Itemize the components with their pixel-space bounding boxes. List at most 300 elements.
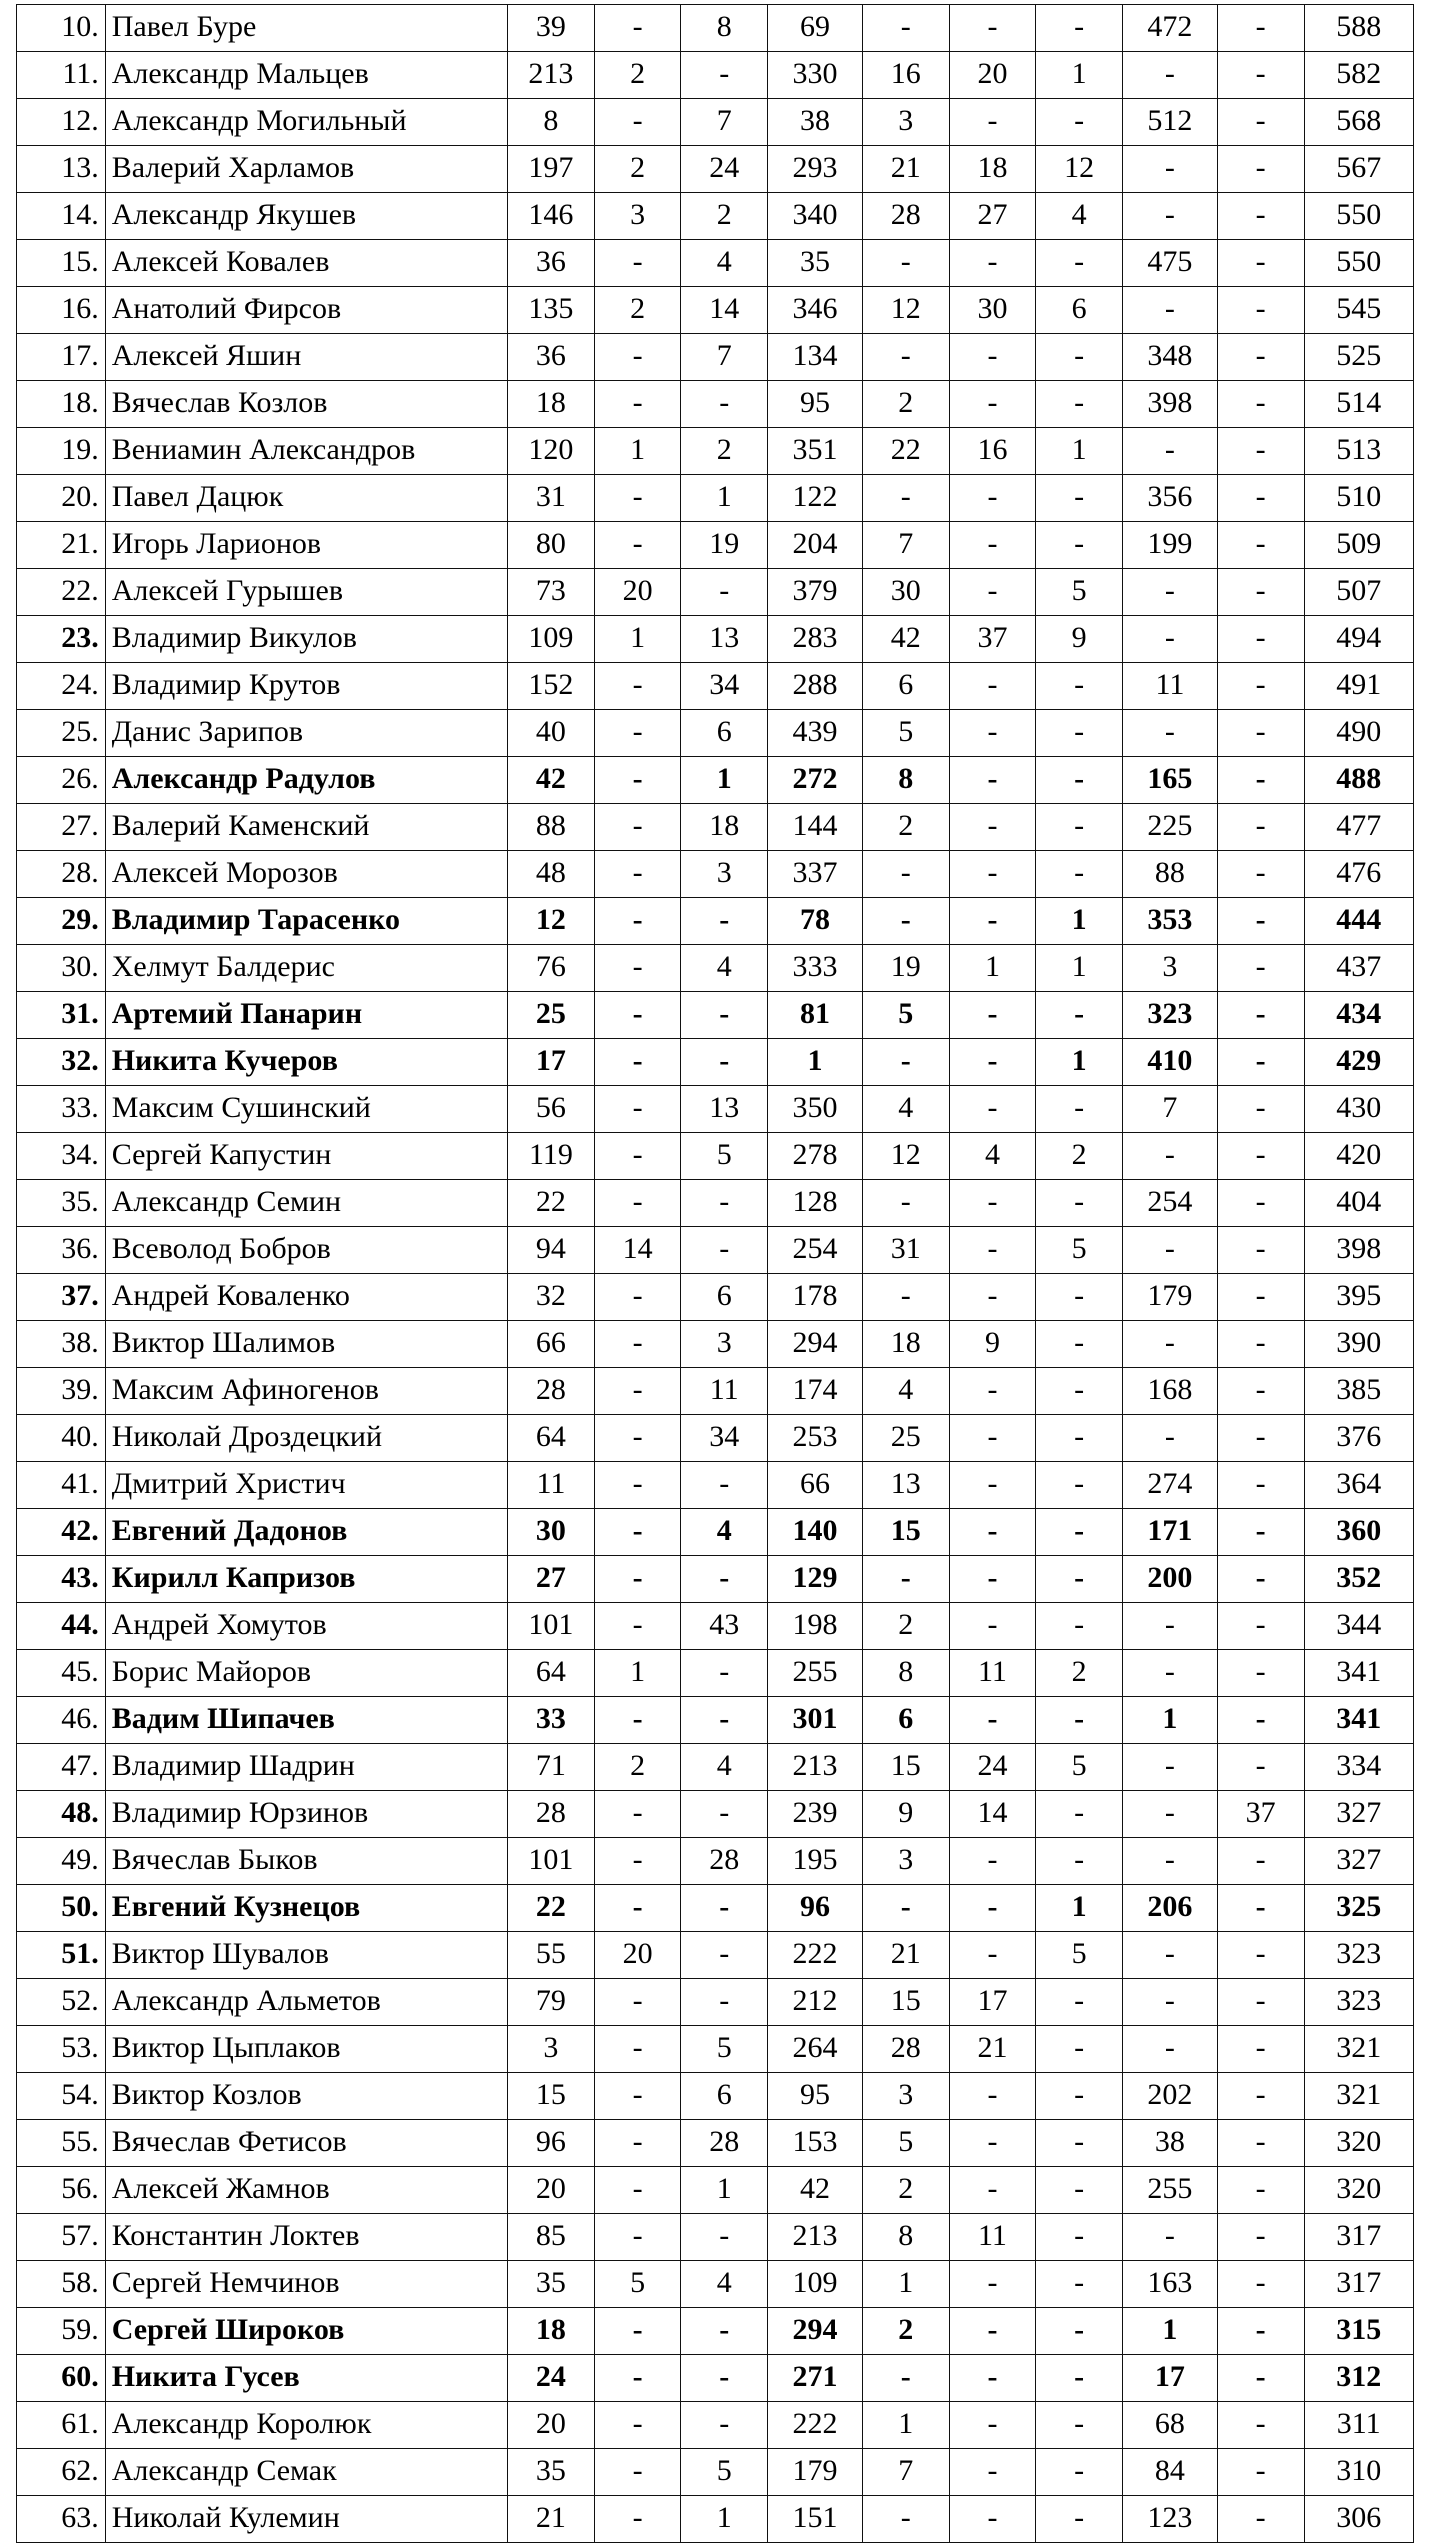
table-row bbox=[17, 1133, 1414, 1180]
cell-rank: 40. bbox=[17, 1415, 106, 1462]
cell-stat-6: - bbox=[949, 663, 1036, 710]
cell-stat-8: 165 bbox=[1122, 757, 1217, 804]
cell-total: 437 bbox=[1304, 945, 1414, 992]
cell-stat-3: - bbox=[681, 898, 768, 945]
cell-stat-5: 3 bbox=[862, 2073, 949, 2120]
cell-total: 341 bbox=[1304, 1697, 1414, 1744]
cell-stat-4: 283 bbox=[768, 616, 863, 663]
cell-stat-5: 15 bbox=[862, 1744, 949, 1791]
cell-stat-8: - bbox=[1122, 1650, 1217, 1697]
cell-stat-3: 4 bbox=[681, 2261, 768, 2308]
cell-rank: 19. bbox=[17, 428, 106, 475]
cell-stat-5: 2 bbox=[862, 381, 949, 428]
cell-stat-3: 7 bbox=[681, 99, 768, 146]
cell-stat-4: 337 bbox=[768, 851, 863, 898]
cell-stat-2: - bbox=[594, 945, 681, 992]
table-row bbox=[17, 2355, 1414, 2402]
cell-stat-2: - bbox=[594, 2026, 681, 2073]
cell-stat-7: 2 bbox=[1036, 1650, 1123, 1697]
cell-stat-7: - bbox=[1036, 2026, 1123, 2073]
cell-stat-6: - bbox=[949, 1086, 1036, 1133]
cell-stat-9: - bbox=[1217, 945, 1304, 992]
cell-stat-4: 351 bbox=[768, 428, 863, 475]
cell-stat-6: - bbox=[949, 851, 1036, 898]
table-row bbox=[17, 2167, 1414, 2214]
cell-rank: 23. bbox=[17, 616, 106, 663]
cell-stat-7: 2 bbox=[1036, 1133, 1123, 1180]
table-row bbox=[17, 428, 1414, 475]
cell-stat-2: 20 bbox=[594, 1932, 681, 1979]
cell-stat-7: - bbox=[1036, 475, 1123, 522]
cell-stat-2: - bbox=[594, 1979, 681, 2026]
cell-stat-3: 3 bbox=[681, 1321, 768, 1368]
cell-stat-6: 16 bbox=[949, 428, 1036, 475]
cell-stat-5: 19 bbox=[862, 945, 949, 992]
cell-stat-9: - bbox=[1217, 5, 1304, 52]
cell-total: 550 bbox=[1304, 193, 1414, 240]
cell-stat-1: 20 bbox=[508, 2167, 595, 2214]
cell-player-name: Владимир Шадрин bbox=[105, 1744, 507, 1791]
cell-player-name: Борис Майоров bbox=[105, 1650, 507, 1697]
cell-stat-7: - bbox=[1036, 2355, 1123, 2402]
cell-stat-7: 9 bbox=[1036, 616, 1123, 663]
cell-stat-5: - bbox=[862, 5, 949, 52]
cell-rank: 54. bbox=[17, 2073, 106, 2120]
cell-stat-1: 40 bbox=[508, 710, 595, 757]
cell-stat-4: 174 bbox=[768, 1368, 863, 1415]
cell-rank: 16. bbox=[17, 287, 106, 334]
cell-total: 509 bbox=[1304, 522, 1414, 569]
cell-stat-5: 5 bbox=[862, 992, 949, 1039]
cell-stat-6: 20 bbox=[949, 52, 1036, 99]
cell-stat-6: - bbox=[949, 1838, 1036, 1885]
cell-stat-8: 323 bbox=[1122, 992, 1217, 1039]
cell-stat-2: - bbox=[594, 381, 681, 428]
cell-stat-3: 4 bbox=[681, 945, 768, 992]
cell-stat-2: 2 bbox=[594, 146, 681, 193]
cell-stat-8: 38 bbox=[1122, 2120, 1217, 2167]
cell-stat-7: - bbox=[1036, 240, 1123, 287]
cell-total: 429 bbox=[1304, 1039, 1414, 1086]
cell-stat-4: 134 bbox=[768, 334, 863, 381]
cell-stat-9: - bbox=[1217, 193, 1304, 240]
cell-stat-6: - bbox=[949, 1368, 1036, 1415]
cell-stat-2: - bbox=[594, 1274, 681, 1321]
cell-stat-1: 21 bbox=[508, 2496, 595, 2543]
cell-stat-2: - bbox=[594, 2214, 681, 2261]
cell-rank: 30. bbox=[17, 945, 106, 992]
cell-stat-5: - bbox=[862, 1180, 949, 1227]
cell-stat-3: 6 bbox=[681, 2073, 768, 2120]
cell-stat-5: 4 bbox=[862, 1368, 949, 1415]
table-row bbox=[17, 193, 1414, 240]
table-row bbox=[17, 2073, 1414, 2120]
cell-stat-5: - bbox=[862, 1556, 949, 1603]
cell-stat-1: 33 bbox=[508, 1697, 595, 1744]
cell-stat-9: - bbox=[1217, 99, 1304, 146]
cell-stat-8: - bbox=[1122, 193, 1217, 240]
cell-stat-2: 2 bbox=[594, 52, 681, 99]
cell-stat-5: - bbox=[862, 1274, 949, 1321]
cell-stat-3: 43 bbox=[681, 1603, 768, 1650]
player-stats-table-container bbox=[0, 4, 1440, 2543]
cell-stat-3: - bbox=[681, 2308, 768, 2355]
cell-stat-1: 146 bbox=[508, 193, 595, 240]
table-row bbox=[17, 1744, 1414, 1791]
cell-rank: 61. bbox=[17, 2402, 106, 2449]
table-row bbox=[17, 240, 1414, 287]
cell-stat-3: 4 bbox=[681, 1509, 768, 1556]
cell-stat-8: 17 bbox=[1122, 2355, 1217, 2402]
cell-stat-4: 264 bbox=[768, 2026, 863, 2073]
cell-stat-5: 42 bbox=[862, 616, 949, 663]
cell-player-name: Дмитрий Христич bbox=[105, 1462, 507, 1509]
cell-stat-4: 333 bbox=[768, 945, 863, 992]
cell-total: 321 bbox=[1304, 2073, 1414, 2120]
cell-stat-3: 2 bbox=[681, 428, 768, 475]
cell-rank: 31. bbox=[17, 992, 106, 1039]
cell-stat-7: - bbox=[1036, 1086, 1123, 1133]
cell-rank: 33. bbox=[17, 1086, 106, 1133]
table-row bbox=[17, 1039, 1414, 1086]
cell-player-name: Вадим Шипачев bbox=[105, 1697, 507, 1744]
cell-stat-9: - bbox=[1217, 1039, 1304, 1086]
cell-stat-4: 96 bbox=[768, 1885, 863, 1932]
cell-stat-1: 71 bbox=[508, 1744, 595, 1791]
cell-stat-7: 1 bbox=[1036, 428, 1123, 475]
cell-stat-6: - bbox=[949, 2308, 1036, 2355]
cell-stat-9: - bbox=[1217, 334, 1304, 381]
cell-stat-8: 123 bbox=[1122, 2496, 1217, 2543]
cell-stat-8: - bbox=[1122, 428, 1217, 475]
cell-stat-8: 353 bbox=[1122, 898, 1217, 945]
cell-stat-1: 28 bbox=[508, 1368, 595, 1415]
cell-stat-3: 2 bbox=[681, 193, 768, 240]
cell-player-name: Артемий Панарин bbox=[105, 992, 507, 1039]
cell-stat-1: 48 bbox=[508, 851, 595, 898]
cell-stat-7: - bbox=[1036, 1415, 1123, 1462]
cell-stat-1: 22 bbox=[508, 1885, 595, 1932]
cell-stat-1: 73 bbox=[508, 569, 595, 616]
cell-stat-6: - bbox=[949, 240, 1036, 287]
cell-stat-5: 8 bbox=[862, 757, 949, 804]
cell-total: 360 bbox=[1304, 1509, 1414, 1556]
cell-stat-1: 55 bbox=[508, 1932, 595, 1979]
cell-stat-2: - bbox=[594, 804, 681, 851]
cell-total: 568 bbox=[1304, 99, 1414, 146]
table-row bbox=[17, 804, 1414, 851]
cell-total: 582 bbox=[1304, 52, 1414, 99]
cell-stat-6: - bbox=[949, 2261, 1036, 2308]
cell-stat-9: - bbox=[1217, 1556, 1304, 1603]
cell-stat-5: - bbox=[862, 898, 949, 945]
cell-stat-1: 56 bbox=[508, 1086, 595, 1133]
cell-stat-5: 15 bbox=[862, 1979, 949, 2026]
table-row bbox=[17, 99, 1414, 146]
cell-stat-7: - bbox=[1036, 2308, 1123, 2355]
cell-rank: 56. bbox=[17, 2167, 106, 2214]
cell-total: 545 bbox=[1304, 287, 1414, 334]
cell-stat-6: - bbox=[949, 1180, 1036, 1227]
cell-rank: 25. bbox=[17, 710, 106, 757]
cell-player-name: Евгений Дадонов bbox=[105, 1509, 507, 1556]
table-row bbox=[17, 1603, 1414, 1650]
cell-stat-4: 95 bbox=[768, 2073, 863, 2120]
cell-stat-8: - bbox=[1122, 1321, 1217, 1368]
cell-stat-8: - bbox=[1122, 1791, 1217, 1838]
cell-stat-1: 213 bbox=[508, 52, 595, 99]
cell-stat-3: 19 bbox=[681, 522, 768, 569]
cell-total: 352 bbox=[1304, 1556, 1414, 1603]
cell-stat-4: 254 bbox=[768, 1227, 863, 1274]
cell-player-name: Владимир Крутов bbox=[105, 663, 507, 710]
cell-stat-9: - bbox=[1217, 1368, 1304, 1415]
cell-rank: 34. bbox=[17, 1133, 106, 1180]
cell-stat-7: 4 bbox=[1036, 193, 1123, 240]
cell-stat-2: - bbox=[594, 710, 681, 757]
cell-stat-1: 119 bbox=[508, 1133, 595, 1180]
cell-stat-8: - bbox=[1122, 1744, 1217, 1791]
cell-stat-7: - bbox=[1036, 1274, 1123, 1321]
cell-rank: 35. bbox=[17, 1180, 106, 1227]
cell-stat-5: 2 bbox=[862, 804, 949, 851]
cell-player-name: Максим Сушинский bbox=[105, 1086, 507, 1133]
cell-stat-4: 153 bbox=[768, 2120, 863, 2167]
cell-stat-5: - bbox=[862, 334, 949, 381]
cell-stat-3: - bbox=[681, 2355, 768, 2402]
cell-total: 404 bbox=[1304, 1180, 1414, 1227]
cell-stat-9: - bbox=[1217, 1697, 1304, 1744]
table-row bbox=[17, 1180, 1414, 1227]
cell-stat-4: 379 bbox=[768, 569, 863, 616]
cell-stat-6: 4 bbox=[949, 1133, 1036, 1180]
cell-stat-2: - bbox=[594, 1697, 681, 1744]
cell-rank: 58. bbox=[17, 2261, 106, 2308]
cell-stat-4: 293 bbox=[768, 146, 863, 193]
cell-total: 306 bbox=[1304, 2496, 1414, 2543]
cell-stat-8: 356 bbox=[1122, 475, 1217, 522]
cell-stat-9: - bbox=[1217, 1509, 1304, 1556]
table-row bbox=[17, 2261, 1414, 2308]
cell-rank: 11. bbox=[17, 52, 106, 99]
cell-stat-9: - bbox=[1217, 2261, 1304, 2308]
cell-stat-2: - bbox=[594, 334, 681, 381]
cell-rank: 47. bbox=[17, 1744, 106, 1791]
table-row bbox=[17, 1227, 1414, 1274]
cell-stat-7: 1 bbox=[1036, 52, 1123, 99]
cell-stat-5: 1 bbox=[862, 2261, 949, 2308]
cell-stat-9: - bbox=[1217, 381, 1304, 428]
cell-stat-5: 28 bbox=[862, 193, 949, 240]
cell-stat-2: 5 bbox=[594, 2261, 681, 2308]
cell-stat-7: - bbox=[1036, 1321, 1123, 1368]
cell-stat-3: 4 bbox=[681, 240, 768, 287]
cell-stat-9: - bbox=[1217, 2402, 1304, 2449]
cell-total: 550 bbox=[1304, 240, 1414, 287]
cell-player-name: Александр Могильный bbox=[105, 99, 507, 146]
table-row bbox=[17, 2402, 1414, 2449]
cell-stat-9: - bbox=[1217, 1180, 1304, 1227]
cell-stat-9: - bbox=[1217, 2167, 1304, 2214]
cell-stat-2: - bbox=[594, 1133, 681, 1180]
cell-stat-1: 32 bbox=[508, 1274, 595, 1321]
cell-stat-9: - bbox=[1217, 2308, 1304, 2355]
cell-rank: 20. bbox=[17, 475, 106, 522]
cell-stat-9: - bbox=[1217, 1462, 1304, 1509]
cell-stat-2: - bbox=[594, 757, 681, 804]
cell-total: 323 bbox=[1304, 1932, 1414, 1979]
cell-stat-2: - bbox=[594, 1509, 681, 1556]
cell-stat-5: 25 bbox=[862, 1415, 949, 1462]
cell-total: 430 bbox=[1304, 1086, 1414, 1133]
cell-stat-2: - bbox=[594, 1368, 681, 1415]
cell-stat-8: 168 bbox=[1122, 1368, 1217, 1415]
cell-stat-3: 7 bbox=[681, 334, 768, 381]
cell-stat-7: - bbox=[1036, 1603, 1123, 1650]
cell-stat-7: - bbox=[1036, 2261, 1123, 2308]
cell-player-name: Максим Афиногенов bbox=[105, 1368, 507, 1415]
cell-stat-8: 206 bbox=[1122, 1885, 1217, 1932]
table-row bbox=[17, 1885, 1414, 1932]
cell-stat-1: 88 bbox=[508, 804, 595, 851]
cell-stat-6: 30 bbox=[949, 287, 1036, 334]
cell-stat-8: 255 bbox=[1122, 2167, 1217, 2214]
cell-stat-9: - bbox=[1217, 1086, 1304, 1133]
cell-stat-1: 36 bbox=[508, 334, 595, 381]
cell-stat-9: - bbox=[1217, 804, 1304, 851]
cell-stat-5: 2 bbox=[862, 1603, 949, 1650]
cell-stat-3: 28 bbox=[681, 2120, 768, 2167]
cell-player-name: Игорь Ларионов bbox=[105, 522, 507, 569]
cell-stat-5: 30 bbox=[862, 569, 949, 616]
cell-stat-6: - bbox=[949, 757, 1036, 804]
cell-player-name: Вячеслав Козлов bbox=[105, 381, 507, 428]
cell-rank: 18. bbox=[17, 381, 106, 428]
cell-total: 311 bbox=[1304, 2402, 1414, 2449]
cell-stat-9: - bbox=[1217, 2026, 1304, 2073]
cell-stat-4: 78 bbox=[768, 898, 863, 945]
cell-total: 477 bbox=[1304, 804, 1414, 851]
table-row bbox=[17, 1368, 1414, 1415]
cell-stat-7: - bbox=[1036, 851, 1123, 898]
cell-stat-1: 36 bbox=[508, 240, 595, 287]
cell-stat-1: 17 bbox=[508, 1039, 595, 1086]
cell-stat-5: 5 bbox=[862, 710, 949, 757]
table-row bbox=[17, 2449, 1414, 2496]
cell-stat-1: 120 bbox=[508, 428, 595, 475]
cell-player-name: Сергей Немчинов bbox=[105, 2261, 507, 2308]
cell-stat-8: 225 bbox=[1122, 804, 1217, 851]
cell-player-name: Алексей Гурышев bbox=[105, 569, 507, 616]
table-row bbox=[17, 1086, 1414, 1133]
cell-stat-8: 200 bbox=[1122, 1556, 1217, 1603]
cell-stat-2: - bbox=[594, 663, 681, 710]
cell-stat-7: - bbox=[1036, 2214, 1123, 2261]
cell-total: 334 bbox=[1304, 1744, 1414, 1791]
cell-total: 376 bbox=[1304, 1415, 1414, 1462]
cell-stat-9: - bbox=[1217, 1838, 1304, 1885]
cell-stat-6: 11 bbox=[949, 2214, 1036, 2261]
cell-player-name: Павел Дацюк bbox=[105, 475, 507, 522]
cell-stat-6: - bbox=[949, 2402, 1036, 2449]
cell-stat-1: 22 bbox=[508, 1180, 595, 1227]
cell-stat-6: - bbox=[949, 2496, 1036, 2543]
cell-player-name: Валерий Каменский bbox=[105, 804, 507, 851]
cell-stat-3: - bbox=[681, 1227, 768, 1274]
cell-stat-5: 9 bbox=[862, 1791, 949, 1838]
table-row bbox=[17, 1321, 1414, 1368]
cell-rank: 46. bbox=[17, 1697, 106, 1744]
cell-total: 317 bbox=[1304, 2261, 1414, 2308]
cell-stat-8: 398 bbox=[1122, 381, 1217, 428]
cell-rank: 17. bbox=[17, 334, 106, 381]
cell-stat-8: - bbox=[1122, 1133, 1217, 1180]
cell-stat-4: 271 bbox=[768, 2355, 863, 2402]
cell-stat-5: 18 bbox=[862, 1321, 949, 1368]
cell-stat-2: 14 bbox=[594, 1227, 681, 1274]
cell-stat-7: - bbox=[1036, 2167, 1123, 2214]
cell-player-name: Андрей Хомутов bbox=[105, 1603, 507, 1650]
table-row bbox=[17, 945, 1414, 992]
cell-stat-9: - bbox=[1217, 2214, 1304, 2261]
cell-stat-7: 5 bbox=[1036, 1744, 1123, 1791]
cell-stat-4: 195 bbox=[768, 1838, 863, 1885]
table-row bbox=[17, 1509, 1414, 1556]
cell-rank: 21. bbox=[17, 522, 106, 569]
cell-stat-9: - bbox=[1217, 992, 1304, 1039]
cell-rank: 50. bbox=[17, 1885, 106, 1932]
cell-stat-5: 31 bbox=[862, 1227, 949, 1274]
cell-stat-7: - bbox=[1036, 522, 1123, 569]
table-row bbox=[17, 1462, 1414, 1509]
cell-stat-9: - bbox=[1217, 1321, 1304, 1368]
table-row bbox=[17, 1556, 1414, 1603]
table-row bbox=[17, 2214, 1414, 2261]
cell-stat-2: - bbox=[594, 2308, 681, 2355]
cell-stat-1: 64 bbox=[508, 1650, 595, 1697]
cell-stat-4: 144 bbox=[768, 804, 863, 851]
cell-stat-3: - bbox=[681, 1932, 768, 1979]
cell-stat-1: 39 bbox=[508, 5, 595, 52]
cell-total: 320 bbox=[1304, 2167, 1414, 2214]
cell-stat-4: 350 bbox=[768, 1086, 863, 1133]
cell-stat-4: 122 bbox=[768, 475, 863, 522]
cell-stat-7: - bbox=[1036, 1509, 1123, 1556]
cell-stat-2: - bbox=[594, 2120, 681, 2167]
cell-stat-8: 171 bbox=[1122, 1509, 1217, 1556]
cell-total: 525 bbox=[1304, 334, 1414, 381]
cell-stat-9: - bbox=[1217, 1133, 1304, 1180]
cell-player-name: Константин Локтев bbox=[105, 2214, 507, 2261]
cell-player-name: Владимир Тарасенко bbox=[105, 898, 507, 945]
cell-stat-7: 1 bbox=[1036, 945, 1123, 992]
cell-stat-3: 6 bbox=[681, 710, 768, 757]
cell-stat-6: - bbox=[949, 1462, 1036, 1509]
cell-stat-1: 25 bbox=[508, 992, 595, 1039]
cell-stat-9: - bbox=[1217, 757, 1304, 804]
cell-stat-7: 5 bbox=[1036, 1227, 1123, 1274]
cell-stat-5: 13 bbox=[862, 1462, 949, 1509]
cell-stat-1: 197 bbox=[508, 146, 595, 193]
cell-stat-1: 31 bbox=[508, 475, 595, 522]
cell-stat-2: 2 bbox=[594, 1744, 681, 1791]
cell-stat-9: - bbox=[1217, 710, 1304, 757]
table-row bbox=[17, 663, 1414, 710]
cell-stat-5: 16 bbox=[862, 52, 949, 99]
cell-stat-5: - bbox=[862, 240, 949, 287]
cell-stat-2: - bbox=[594, 1039, 681, 1086]
cell-stat-6: - bbox=[949, 1697, 1036, 1744]
